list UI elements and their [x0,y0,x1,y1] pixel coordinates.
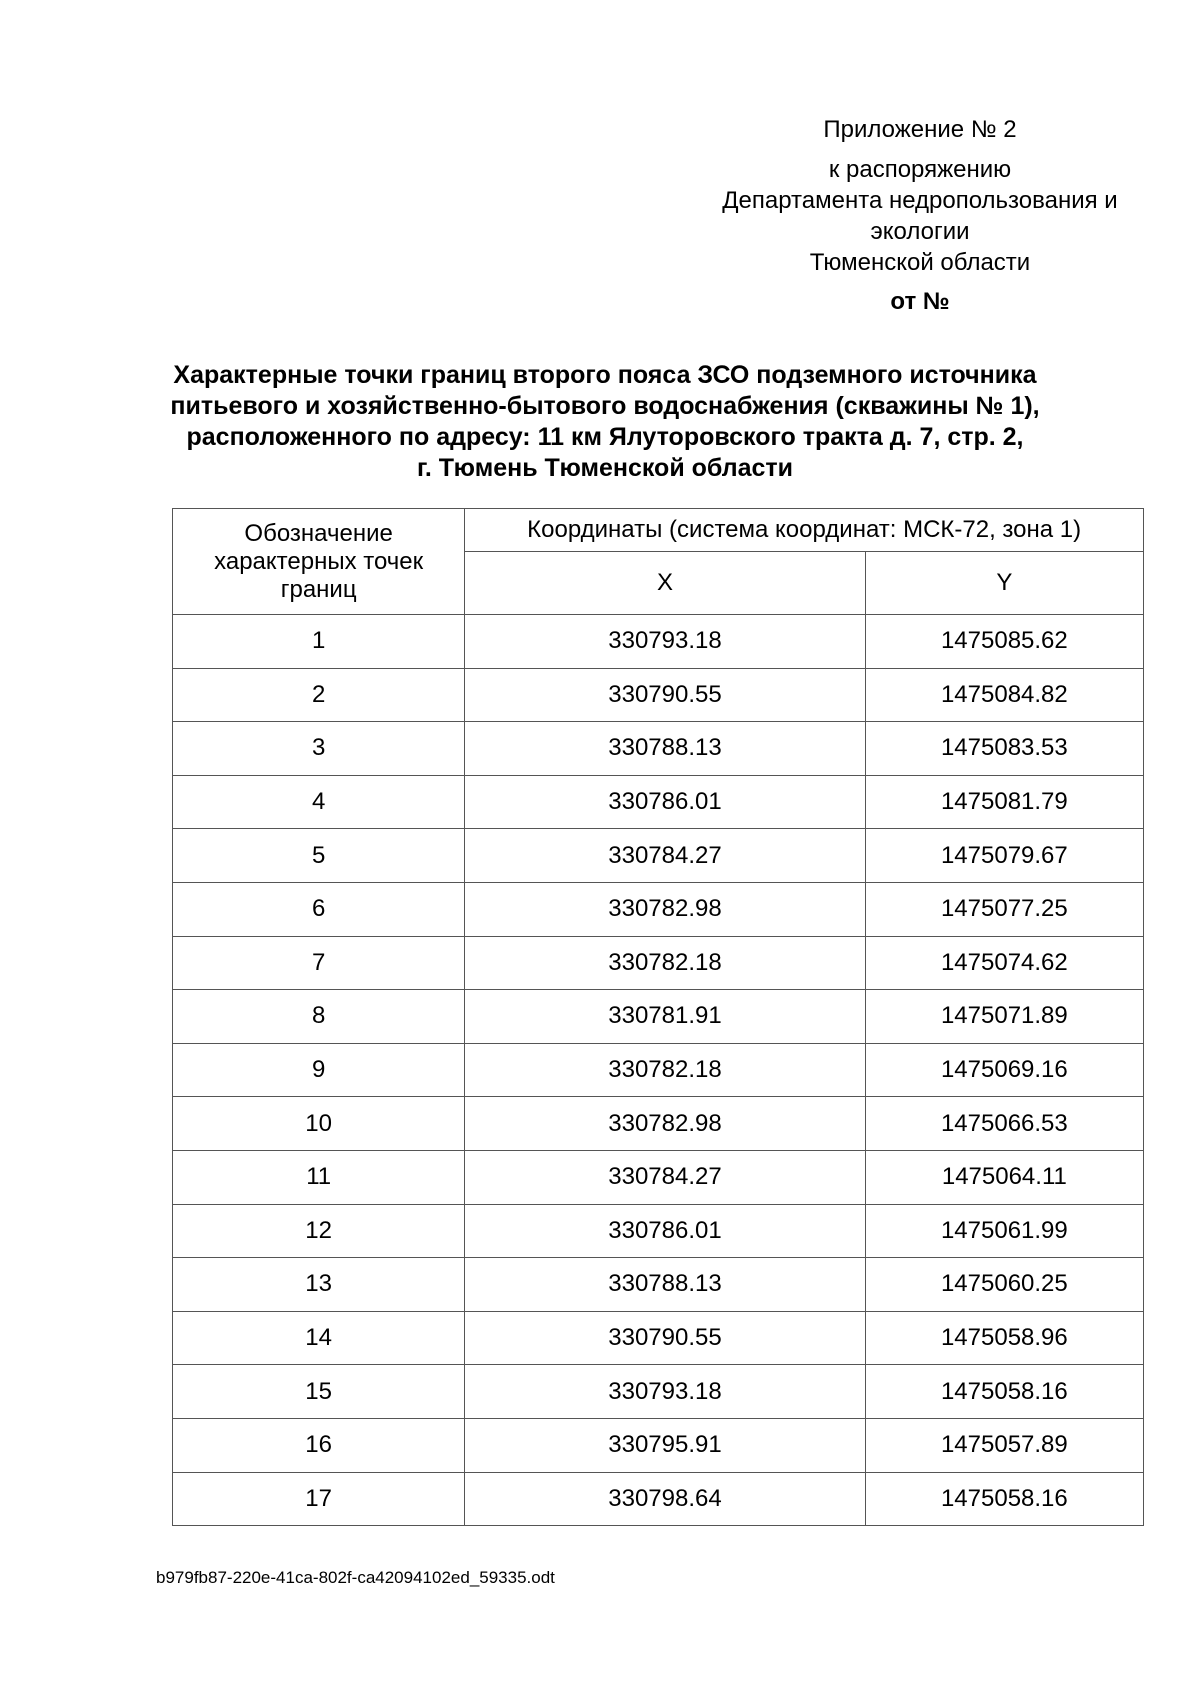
table-row [173,668,1144,722]
designation-header-line-1: Обозначение [244,519,393,547]
x-coordinate-cell: 330798.64 [465,1472,865,1526]
x-coordinate-cell: 330786.01 [465,1204,865,1258]
point-number-cell: 7 [173,936,465,990]
appendix-header [680,114,1160,317]
point-number-cell: 15 [173,1365,465,1419]
coordinates-table [172,508,1144,1526]
table-row [173,990,1144,1044]
appendix-number: Приложение № 2 [823,116,1017,143]
table-row [173,775,1144,829]
to-order-text: к распоряжению [828,156,1012,183]
table-row [173,1365,1144,1419]
y-coordinate-cell: 1475084.82 [865,668,1143,722]
y-coordinate-cell: 1475083.53 [865,722,1143,776]
y-coordinate-cell: 1475081.79 [865,775,1143,829]
footer-filename: b979fb87-220e-41ca-802f-ca42094102ed_59335.odt [156,1568,555,1587]
y-coordinate-cell: 1475058.96 [865,1311,1143,1365]
document-title [150,360,1060,484]
x-coordinate-cell: 330782.18 [465,936,865,990]
designation-header-line-3: границ [280,575,357,603]
table-row [173,1472,1144,1526]
point-number-cell: 6 [173,882,465,936]
table-row [173,882,1144,936]
x-column-header: X [465,552,865,615]
title-line-2: питьевого и хозяйственно-бытового водоснабжения (скважины № 1), [170,392,1040,420]
y-column-header: Y [865,552,1143,615]
y-coordinate-cell: 1475069.16 [865,1043,1143,1097]
department-line-2: экологии [870,218,970,245]
department-line-1: Департамента недропользования и [722,187,1118,214]
point-number-cell: 16 [173,1418,465,1472]
x-coordinate-cell: 330784.27 [465,1150,865,1204]
point-number-cell: 14 [173,1311,465,1365]
coordinates-table-body [173,615,1144,1526]
point-number-cell: 9 [173,1043,465,1097]
designation-header-line-2: характерных точек [214,547,424,575]
x-coordinate-cell: 330782.18 [465,1043,865,1097]
title-line-1: Характерные точки границ второго пояса ЗСО подземного источника [173,361,1037,389]
designation-header [173,509,465,615]
y-coordinate-cell: 1475060.25 [865,1258,1143,1312]
point-number-cell: 5 [173,829,465,883]
point-number-cell: 1 [173,615,465,669]
y-coordinate-cell: 1475074.62 [865,936,1143,990]
table-row [173,829,1144,883]
table-row [173,1311,1144,1365]
order-date-number: от № [890,288,950,315]
x-coordinate-cell: 330790.55 [465,1311,865,1365]
table-row [173,1043,1144,1097]
y-coordinate-cell: 1475061.99 [865,1204,1143,1258]
point-number-cell: 3 [173,722,465,776]
x-coordinate-cell: 330788.13 [465,722,865,776]
y-coordinate-cell: 1475077.25 [865,882,1143,936]
x-coordinate-cell: 330786.01 [465,775,865,829]
y-coordinate-cell: 1475058.16 [865,1472,1143,1526]
x-coordinate-cell: 330782.98 [465,882,865,936]
table-row [173,1418,1144,1472]
region-text: Тюменской области [809,249,1031,276]
y-coordinate-cell: 1475066.53 [865,1097,1143,1151]
y-coordinate-cell: 1475057.89 [865,1418,1143,1472]
title-line-3: расположенного по адресу: 11 км Ялуторовского тракта д. 7, стр. 2, [186,423,1024,451]
coordinates-header: Координаты (система координат: МСК-72, зона 1) [465,509,1144,552]
point-number-cell: 17 [173,1472,465,1526]
y-coordinate-cell: 1475071.89 [865,990,1143,1044]
table-row [173,615,1144,669]
x-coordinate-cell: 330793.18 [465,1365,865,1419]
table-row [173,1097,1144,1151]
table-row [173,936,1144,990]
table-row [173,1258,1144,1312]
table-row [173,722,1144,776]
x-coordinate-cell: 330788.13 [465,1258,865,1312]
x-coordinate-cell: 330793.18 [465,615,865,669]
title-line-4: г. Тюмень Тюменской области [416,454,794,482]
y-coordinate-cell: 1475058.16 [865,1365,1143,1419]
point-number-cell: 12 [173,1204,465,1258]
table-row [173,1204,1144,1258]
x-coordinate-cell: 330784.27 [465,829,865,883]
point-number-cell: 4 [173,775,465,829]
x-coordinate-cell: 330782.98 [465,1097,865,1151]
y-coordinate-cell: 1475064.11 [865,1150,1143,1204]
point-number-cell: 13 [173,1258,465,1312]
point-number-cell: 10 [173,1097,465,1151]
x-coordinate-cell: 330781.91 [465,990,865,1044]
point-number-cell: 8 [173,990,465,1044]
y-coordinate-cell: 1475085.62 [865,615,1143,669]
y-coordinate-cell: 1475079.67 [865,829,1143,883]
point-number-cell: 2 [173,668,465,722]
table-row [173,1150,1144,1204]
x-coordinate-cell: 330790.55 [465,668,865,722]
point-number-cell: 11 [173,1150,465,1204]
x-coordinate-cell: 330795.91 [465,1418,865,1472]
